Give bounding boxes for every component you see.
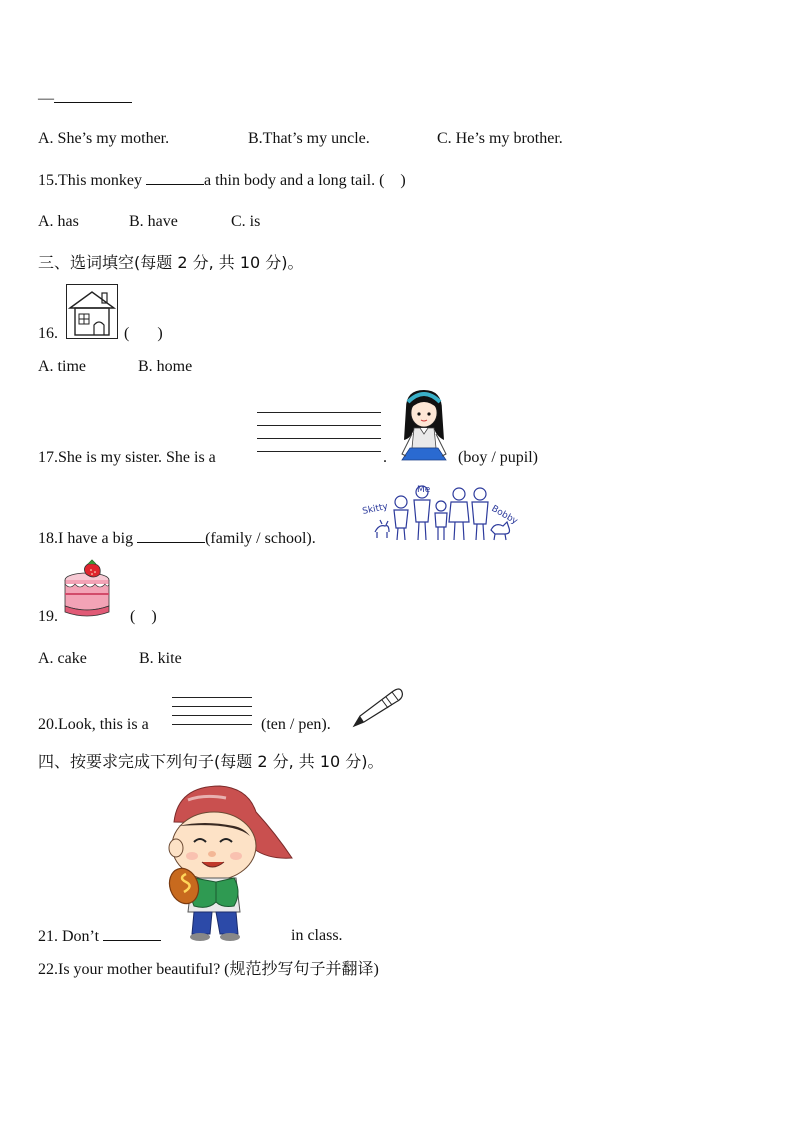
q16-option-b[interactable]: B. home — [138, 358, 193, 375]
q18-blank[interactable] — [137, 528, 205, 543]
q15-option-a[interactable]: A. has — [38, 213, 79, 230]
q20-question — [38, 715, 331, 735]
q16-number: 16. — [38, 325, 58, 342]
q15-paren[interactable]: ( ) — [379, 172, 406, 189]
pen-icon — [352, 686, 404, 728]
q16-options — [38, 357, 193, 377]
q15-option-b[interactable]: B. have — [129, 213, 178, 230]
q21-question — [38, 926, 343, 947]
q16-question — [38, 324, 163, 344]
q14-options — [38, 129, 563, 149]
svg-text:Bobby: Bobby — [489, 503, 520, 527]
cake-icon — [62, 560, 112, 618]
section4-title: 四、按要求完成下列句子(每题 2 分, 共 10 分)。 — [38, 752, 384, 771]
q20-writing-lines[interactable] — [172, 697, 252, 725]
q17-question — [38, 448, 538, 468]
q17-writing-lines[interactable] — [257, 412, 381, 452]
q20-prefix: 20.Look, this is a — [38, 716, 149, 733]
q20-choices: (ten / pen). — [261, 716, 331, 733]
q14-dash: — — [38, 90, 54, 107]
q18-prefix: 18.I have a big — [38, 530, 134, 547]
q15-option-c[interactable]: C. is — [231, 213, 261, 230]
family-icon — [361, 480, 521, 544]
q18-question — [38, 528, 316, 549]
q19-paren[interactable]: ( ) — [130, 608, 157, 625]
q15-suffix: a thin body and a long tail. — [204, 172, 376, 189]
q14-option-b[interactable]: B.That’s my uncle. — [248, 130, 370, 147]
q14-option-c[interactable]: C. He’s my brother. — [437, 130, 563, 147]
q19-option-a[interactable]: A. cake — [38, 650, 87, 667]
q15-blank[interactable] — [146, 170, 204, 185]
q14-blank[interactable] — [54, 88, 132, 103]
q15-prefix: 15.This monkey — [38, 172, 142, 189]
q14-answer-line — [38, 88, 132, 109]
q17-choices: (boy / pupil) — [458, 449, 538, 466]
q22-question: 22.Is your mother beautiful? (规范抄写句子并翻译) — [38, 961, 379, 978]
q19-options — [38, 649, 182, 669]
q19-option-b[interactable]: B. kite — [139, 650, 182, 667]
boy-eating-icon — [164, 782, 294, 942]
q17-prefix: 17.She is my sister. She is a — [38, 449, 216, 466]
q18-suffix: (family / school). — [205, 530, 316, 547]
q19-number: 19. — [38, 608, 58, 625]
girl-icon — [396, 388, 452, 464]
q15-options — [38, 212, 261, 232]
q19-question — [38, 607, 157, 627]
q16-paren[interactable]: ( ) — [124, 325, 163, 342]
q14-option-a[interactable]: A. She’s my mother. — [38, 130, 170, 147]
q15-question — [38, 170, 406, 191]
q17-dot: . — [383, 449, 387, 466]
section3-title: 三、选词填空(每题 2 分, 共 10 分)。 — [38, 253, 304, 272]
q21-prefix: 21. Don’t — [38, 928, 100, 945]
house-icon — [66, 284, 118, 339]
svg-text:Me: Me — [417, 485, 431, 495]
svg-text:Skitty: Skitty — [361, 501, 389, 517]
q21-suffix: in class. — [291, 927, 343, 944]
q21-blank[interactable] — [103, 926, 161, 941]
q16-option-a[interactable]: A. time — [38, 358, 86, 375]
